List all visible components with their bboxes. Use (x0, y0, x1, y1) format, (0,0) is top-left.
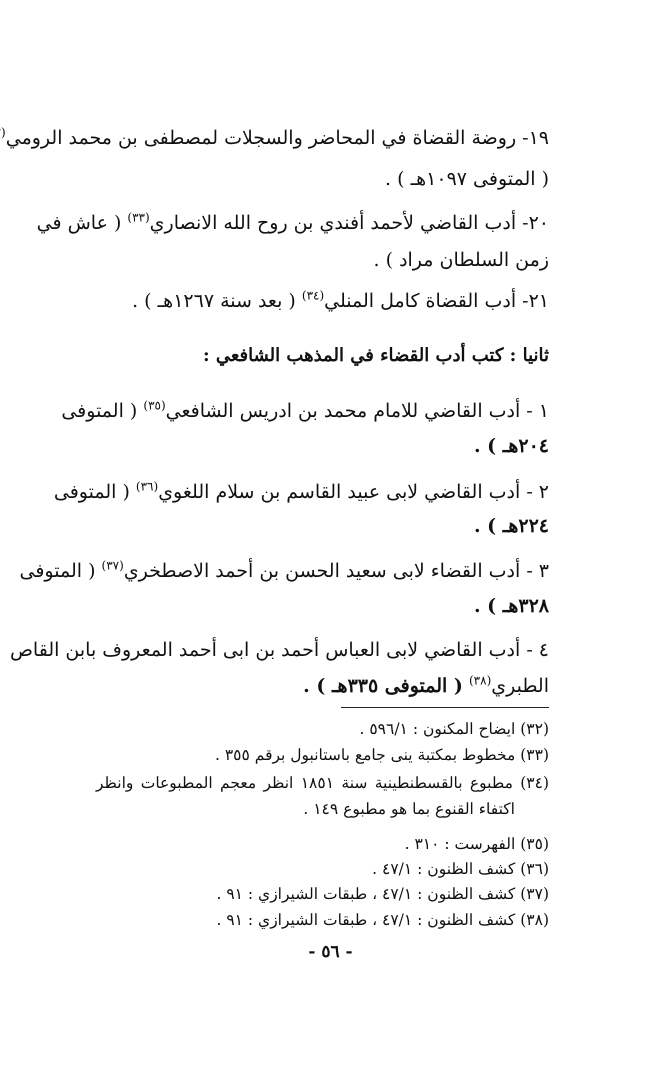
footnote-35: (٣٥) الفهرست : ٣١٠ . (404, 835, 549, 853)
shafii-item-1-date-start: ( المتوفى (61, 400, 138, 422)
footnote-37: (٣٧) كشف الظنون : ٤٧/١ ، طبقات الشيرازي : ٩١ . (216, 885, 549, 903)
item-19-line-2 (96, 165, 549, 193)
item-21-date: ( بعد سنة ١٢٦٧هـ ) . (132, 290, 296, 312)
footnote-ref-33: (٣٣) (127, 210, 150, 225)
shafii-item-1-title: ١ - أدب القاضي للامام محمد بن ادريس الشافعي (165, 400, 549, 422)
footnote-ref-37: (٣٧) (101, 558, 124, 573)
item-21-title: ٢١- أدب القضاة كامل المنلي (324, 290, 549, 312)
item-20-line-2 (96, 246, 549, 274)
shafii-item-1-line-2: ٢٠٤هـ ) . (473, 435, 549, 457)
footnote-divider (341, 707, 549, 708)
item-19-title: ١٩- روضة القضاة في المحاضر والسجلات لمصطفى بن محمد الرومي (5, 127, 549, 149)
shafii-item-3-date-start: ( المتوفى (19, 560, 96, 582)
shafii-item-4-line-2 (96, 672, 549, 700)
item-20-line-1 (36, 209, 549, 237)
section-heading: ثانيا : كتب أدب القضاء في المذهب الشافعي : (202, 345, 549, 366)
footnote-ref-34: (٣٤) (301, 288, 325, 303)
footnote-34-line-1: (٣٤) مطبوع بالقسطنطينية سنة ١٨٥١ انظر معجم المطبوعات وانظر (96, 774, 549, 792)
shafii-item-3-title: ٣ - أدب القضاء لابى سعيد الحسن بن أحمد الاصطخري (123, 560, 549, 582)
item-20-title: ٢٠- أدب القاضي لأحمد أفندي بن روح الله الانصاري (149, 212, 549, 234)
footnote-ref-32: ( (1, 125, 6, 140)
page-number: - ٥٦ - (308, 942, 353, 962)
footnote-34-line-2: اكتفاء القنوع بما هو مطبوع ١٤٩ . (303, 800, 515, 818)
item-19-line-1 (1, 124, 549, 152)
item-19-date: ( المتوفى ١٠٩٧هـ ) . (385, 168, 549, 190)
footnote-ref-35: (٣٥) (143, 398, 166, 413)
shafii-item-4-author: الطبري (491, 675, 549, 697)
shafii-item-2-line-1 (53, 478, 549, 506)
shafii-item-3-line-2: ٣٢٨هـ ) . (473, 595, 549, 617)
footnote-32: (٣٢) ايضاح المكنون : ٥٩٦/١ . (359, 720, 549, 738)
shafii-item-2-title: ٢ - أدب القاضي لابى عبيد القاسم بن سلام اللغوي (158, 481, 549, 503)
shafii-item-2-date-start: ( المتوفى (53, 481, 130, 503)
item-20-note-end: زمن السلطان مراد ) . (373, 249, 549, 271)
item-21 (96, 287, 549, 315)
footnote-ref-38: (٣٨) (468, 673, 492, 688)
shafii-item-2-line-2: ٢٢٤هـ ) . (473, 515, 549, 537)
footnote-38: (٣٨) كشف الظنون : ٤٧/١ ، طبقات الشيرازي : ٩١ . (216, 911, 549, 929)
footnote-36: (٣٦) كشف الظنون : ٤٧/١ . (372, 860, 549, 878)
item-20-note-start: ( عاش في (36, 212, 122, 234)
shafii-item-4-line-1: ٤ - أدب القاضي لابى العباس أحمد بن ابى أحمد المعروف بابن القاص (9, 639, 549, 661)
footnote-33: (٣٣) مخطوط بمكتبة ينى جامع باستانبول برقم ٣٥٥ . (214, 746, 549, 764)
shafii-item-3-line-1 (19, 557, 549, 585)
footnote-ref-36: (٣٦) (135, 479, 159, 494)
shafii-item-1-line-1 (61, 397, 549, 425)
shafii-item-4-date: ( المتوفى ٣٣٥هـ ) . (303, 675, 463, 697)
